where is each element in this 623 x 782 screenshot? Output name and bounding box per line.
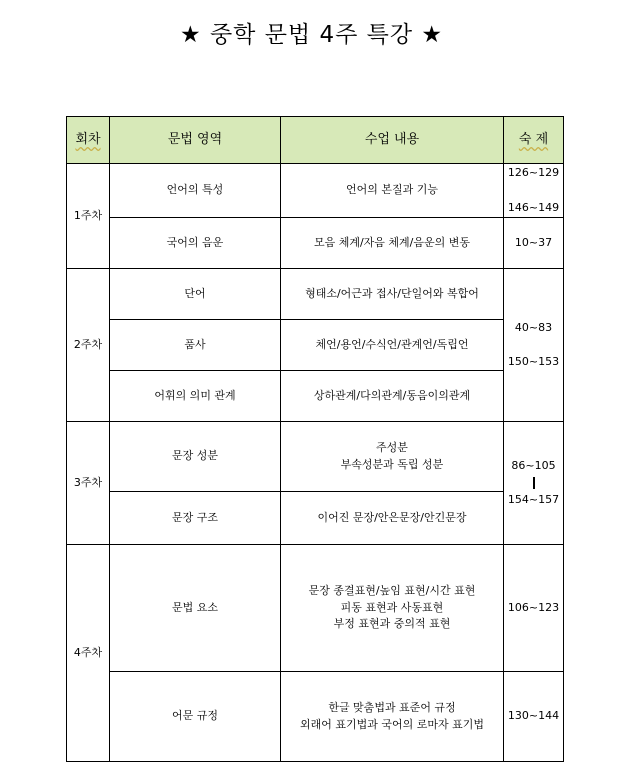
table-row xyxy=(67,672,564,762)
header-area: 문법 영역 xyxy=(110,117,281,164)
header-session: 회차 xyxy=(67,117,110,164)
area-cell: 국어의 음운 xyxy=(110,218,281,269)
area-cell: 품사 xyxy=(110,320,281,371)
homework-cell: 86~105 154~157 xyxy=(504,422,564,545)
content-cell: 한글 맞춤법과 표준어 규정 외래어 표기법과 국어의 로마자 표기법 xyxy=(281,672,504,762)
homework-cell: 10~37 xyxy=(504,218,564,269)
content-cell: 형태소/어근과 접사/단일어와 복합어 xyxy=(281,269,504,320)
curriculum-table xyxy=(66,116,564,762)
table-row xyxy=(67,492,564,545)
homework-cell: 130~144 xyxy=(504,672,564,762)
range-bar-icon xyxy=(533,477,535,489)
content-cell: 주성분 부속성분과 독립 성분 xyxy=(281,422,504,492)
area-cell: 언어의 특성 xyxy=(110,164,281,218)
area-cell: 문장 성분 xyxy=(110,422,281,492)
content-cell: 이어진 문장/안은문장/안긴문장 xyxy=(281,492,504,545)
table-row xyxy=(67,422,564,492)
homework-cell: 40~83 150~153 xyxy=(504,269,564,422)
week-label: 2주차 xyxy=(67,269,110,422)
area-cell: 문법 요소 xyxy=(110,545,281,672)
homework-cell: 106~123 xyxy=(504,545,564,672)
content-cell: 문장 종결표현/높임 표현/시간 표현 피동 표현과 사동표현 부정 표현과 중의적 표현 xyxy=(281,545,504,672)
homework-cell: 126~129 146~149 xyxy=(504,164,564,218)
page-title: ★ 중학 문법 4주 특강 ★ xyxy=(180,22,443,48)
week-label: 3주차 xyxy=(67,422,110,545)
table-row xyxy=(67,320,564,371)
header-row xyxy=(67,117,564,164)
week-label: 1주차 xyxy=(67,164,110,269)
table-row xyxy=(67,371,564,422)
header-content: 수업 내용 xyxy=(281,117,504,164)
content-cell: 언어의 본질과 기능 xyxy=(281,164,504,218)
area-cell: 단어 xyxy=(110,269,281,320)
table-row xyxy=(67,545,564,672)
table-row xyxy=(67,269,564,320)
area-cell: 어문 규정 xyxy=(110,672,281,762)
area-cell: 문장 구조 xyxy=(110,492,281,545)
area-cell: 어휘의 의미 관계 xyxy=(110,371,281,422)
table-row xyxy=(67,218,564,269)
header-homework: 숙 제 xyxy=(504,117,564,164)
week-label: 4주차 xyxy=(67,545,110,762)
table-row xyxy=(67,164,564,218)
content-cell: 모음 체계/자음 체계/음운의 변동 xyxy=(281,218,504,269)
content-cell: 상하관계/다의관계/동음이의관계 xyxy=(281,371,504,422)
content-cell: 체언/용언/수식언/관계언/독립언 xyxy=(281,320,504,371)
